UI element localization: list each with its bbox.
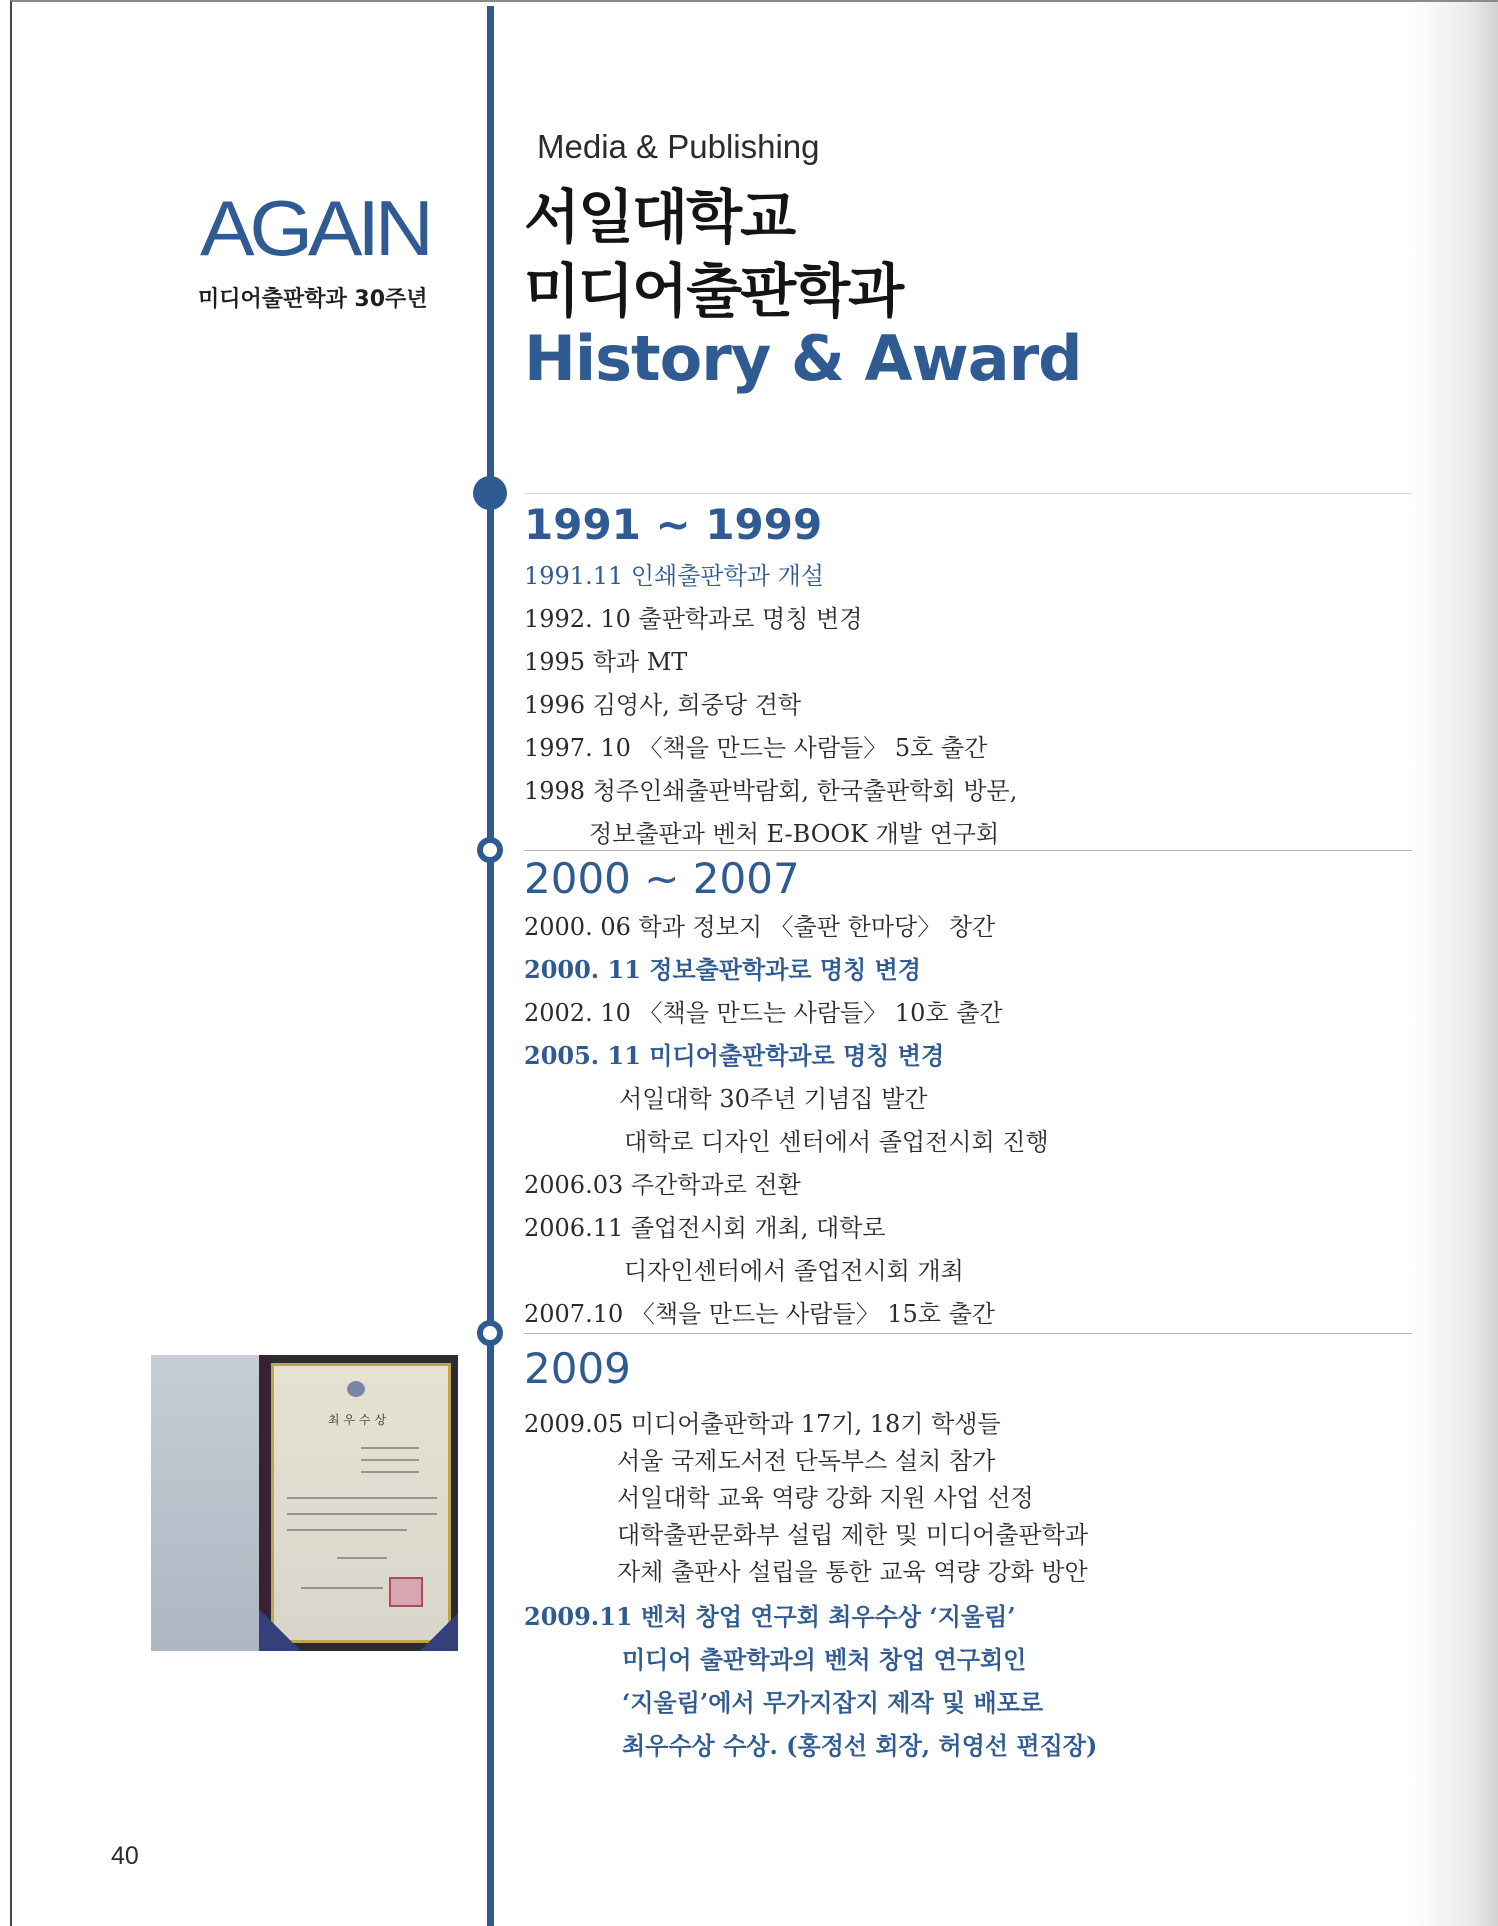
page-title-line-1: 서일대학교 (524, 183, 795, 251)
certificate-text-line (337, 1557, 387, 1559)
timeline-entry: 2009.05 미디어출판학과 17기, 18기 학생들 (524, 1410, 1001, 1438)
folder-corner (259, 1609, 301, 1651)
timeline-entry: 2006.11 졸업전시회 개최, 대학로 (524, 1214, 886, 1242)
certificate-text-line (287, 1497, 437, 1499)
timeline-entry: 1992. 10 출판학과로 명칭 변경 (524, 605, 863, 633)
timeline-entry: 1996 김영사, 희중당 견학 (524, 691, 802, 719)
folder-spine (259, 1355, 269, 1651)
timeline-entry: 디자인센터에서 졸업전시회 개최 (624, 1257, 964, 1285)
timeline-entry: 1991.11 인쇄출판학과 개설 (524, 562, 824, 590)
timeline-entry: 2005. 11 미디어출판학과로 명칭 변경 (524, 1041, 945, 1070)
timeline-entry: 2002. 10 〈책을 만드는 사람들〉 10호 출간 (524, 999, 1003, 1027)
timeline-entry: 1998 청주인쇄출판박람회, 한국출판학회 방문, (524, 777, 1018, 805)
certificate-title: 최우수상 (327, 1413, 391, 1427)
certificate-text-line (287, 1529, 407, 1531)
timeline-entry: 2006.03 주간학과로 전환 (524, 1171, 801, 1199)
timeline-entry: 2009.11 벤처 창업 연구회 최우수상 ‘지울림’ (524, 1602, 1016, 1631)
timeline-entry: 정보출판과 벤처 E-BOOK 개발 연구회 (589, 820, 1000, 848)
timeline-entry: 최우수상 수상. (홍정선 회장, 허영선 편집장) (622, 1731, 1098, 1760)
certificate-seal (389, 1577, 423, 1607)
timeline-entry: ‘지울림’에서 무가지잡지 제작 및 배포로 (622, 1688, 1044, 1717)
certificate-text-line (361, 1447, 419, 1449)
certificate-text-line (361, 1471, 419, 1473)
page-title-english: History & Award (524, 322, 1082, 395)
timeline-entry: 미디어 출판학과의 벤처 창업 연구회인 (622, 1645, 1027, 1674)
era-divider (524, 850, 1412, 851)
certificate-emblem (347, 1381, 365, 1397)
timeline-entry: 2000. 11 정보출판학과로 명칭 변경 (524, 955, 921, 984)
header-kicker: Media & Publishing (537, 128, 820, 165)
timeline-entry: 2007.10 〈책을 만드는 사람들〉 15호 출간 (524, 1300, 995, 1328)
timeline-entry: 서일대학 교육 역량 강화 지원 사업 선정 (617, 1484, 1034, 1512)
page-title-line-2: 미디어출판학과 (524, 257, 903, 325)
timeline-dot-2000 (477, 837, 503, 863)
timeline-entry: 서울 국제도서전 단독부스 설치 참가 (617, 1447, 996, 1475)
award-certificate-photo (151, 1355, 458, 1651)
page-number: 40 (111, 1842, 139, 1870)
certificate-text-line (361, 1459, 419, 1461)
timeline-entry: 서일대학 30주년 기념집 발간 (619, 1085, 928, 1113)
timeline-dot-1991 (473, 476, 507, 510)
folder-cover-left (151, 1355, 259, 1651)
certificate-text-line (287, 1513, 437, 1515)
timeline-entry: 2000. 06 학과 정보지 〈출판 한마당〉 창간 (524, 913, 996, 941)
timeline-line (487, 6, 494, 1926)
era-heading-2009: 2009 (524, 1344, 631, 1393)
timeline-entry: 자체 출판사 설립을 통한 교육 역량 강화 방안 (617, 1558, 1088, 1586)
timeline-entry: 대학출판문화부 설립 제한 및 미디어출판학과 (617, 1521, 1089, 1549)
timeline-entry: 1995 학과 MT (524, 648, 688, 676)
timeline-entry: 대학로 디자인 센터에서 졸업전시회 진행 (624, 1128, 1049, 1156)
logo-subtitle: 미디어출판학과 30주년 (198, 287, 428, 312)
folder-corner (420, 1613, 458, 1651)
era-divider (524, 493, 1412, 494)
again-logo: AGAIN (200, 184, 429, 272)
timeline-entry: 1997. 10 〈책을 만드는 사람들〉 5호 출간 (524, 734, 988, 762)
certificate-text-line (301, 1587, 383, 1589)
timeline-dot-2009 (477, 1320, 503, 1346)
era-heading-1991-1999: 1991 ~ 1999 (524, 500, 823, 549)
era-divider (524, 1333, 1412, 1334)
certificate-paper (271, 1363, 451, 1643)
era-heading-2000-2007: 2000 ~ 2007 (524, 854, 800, 903)
